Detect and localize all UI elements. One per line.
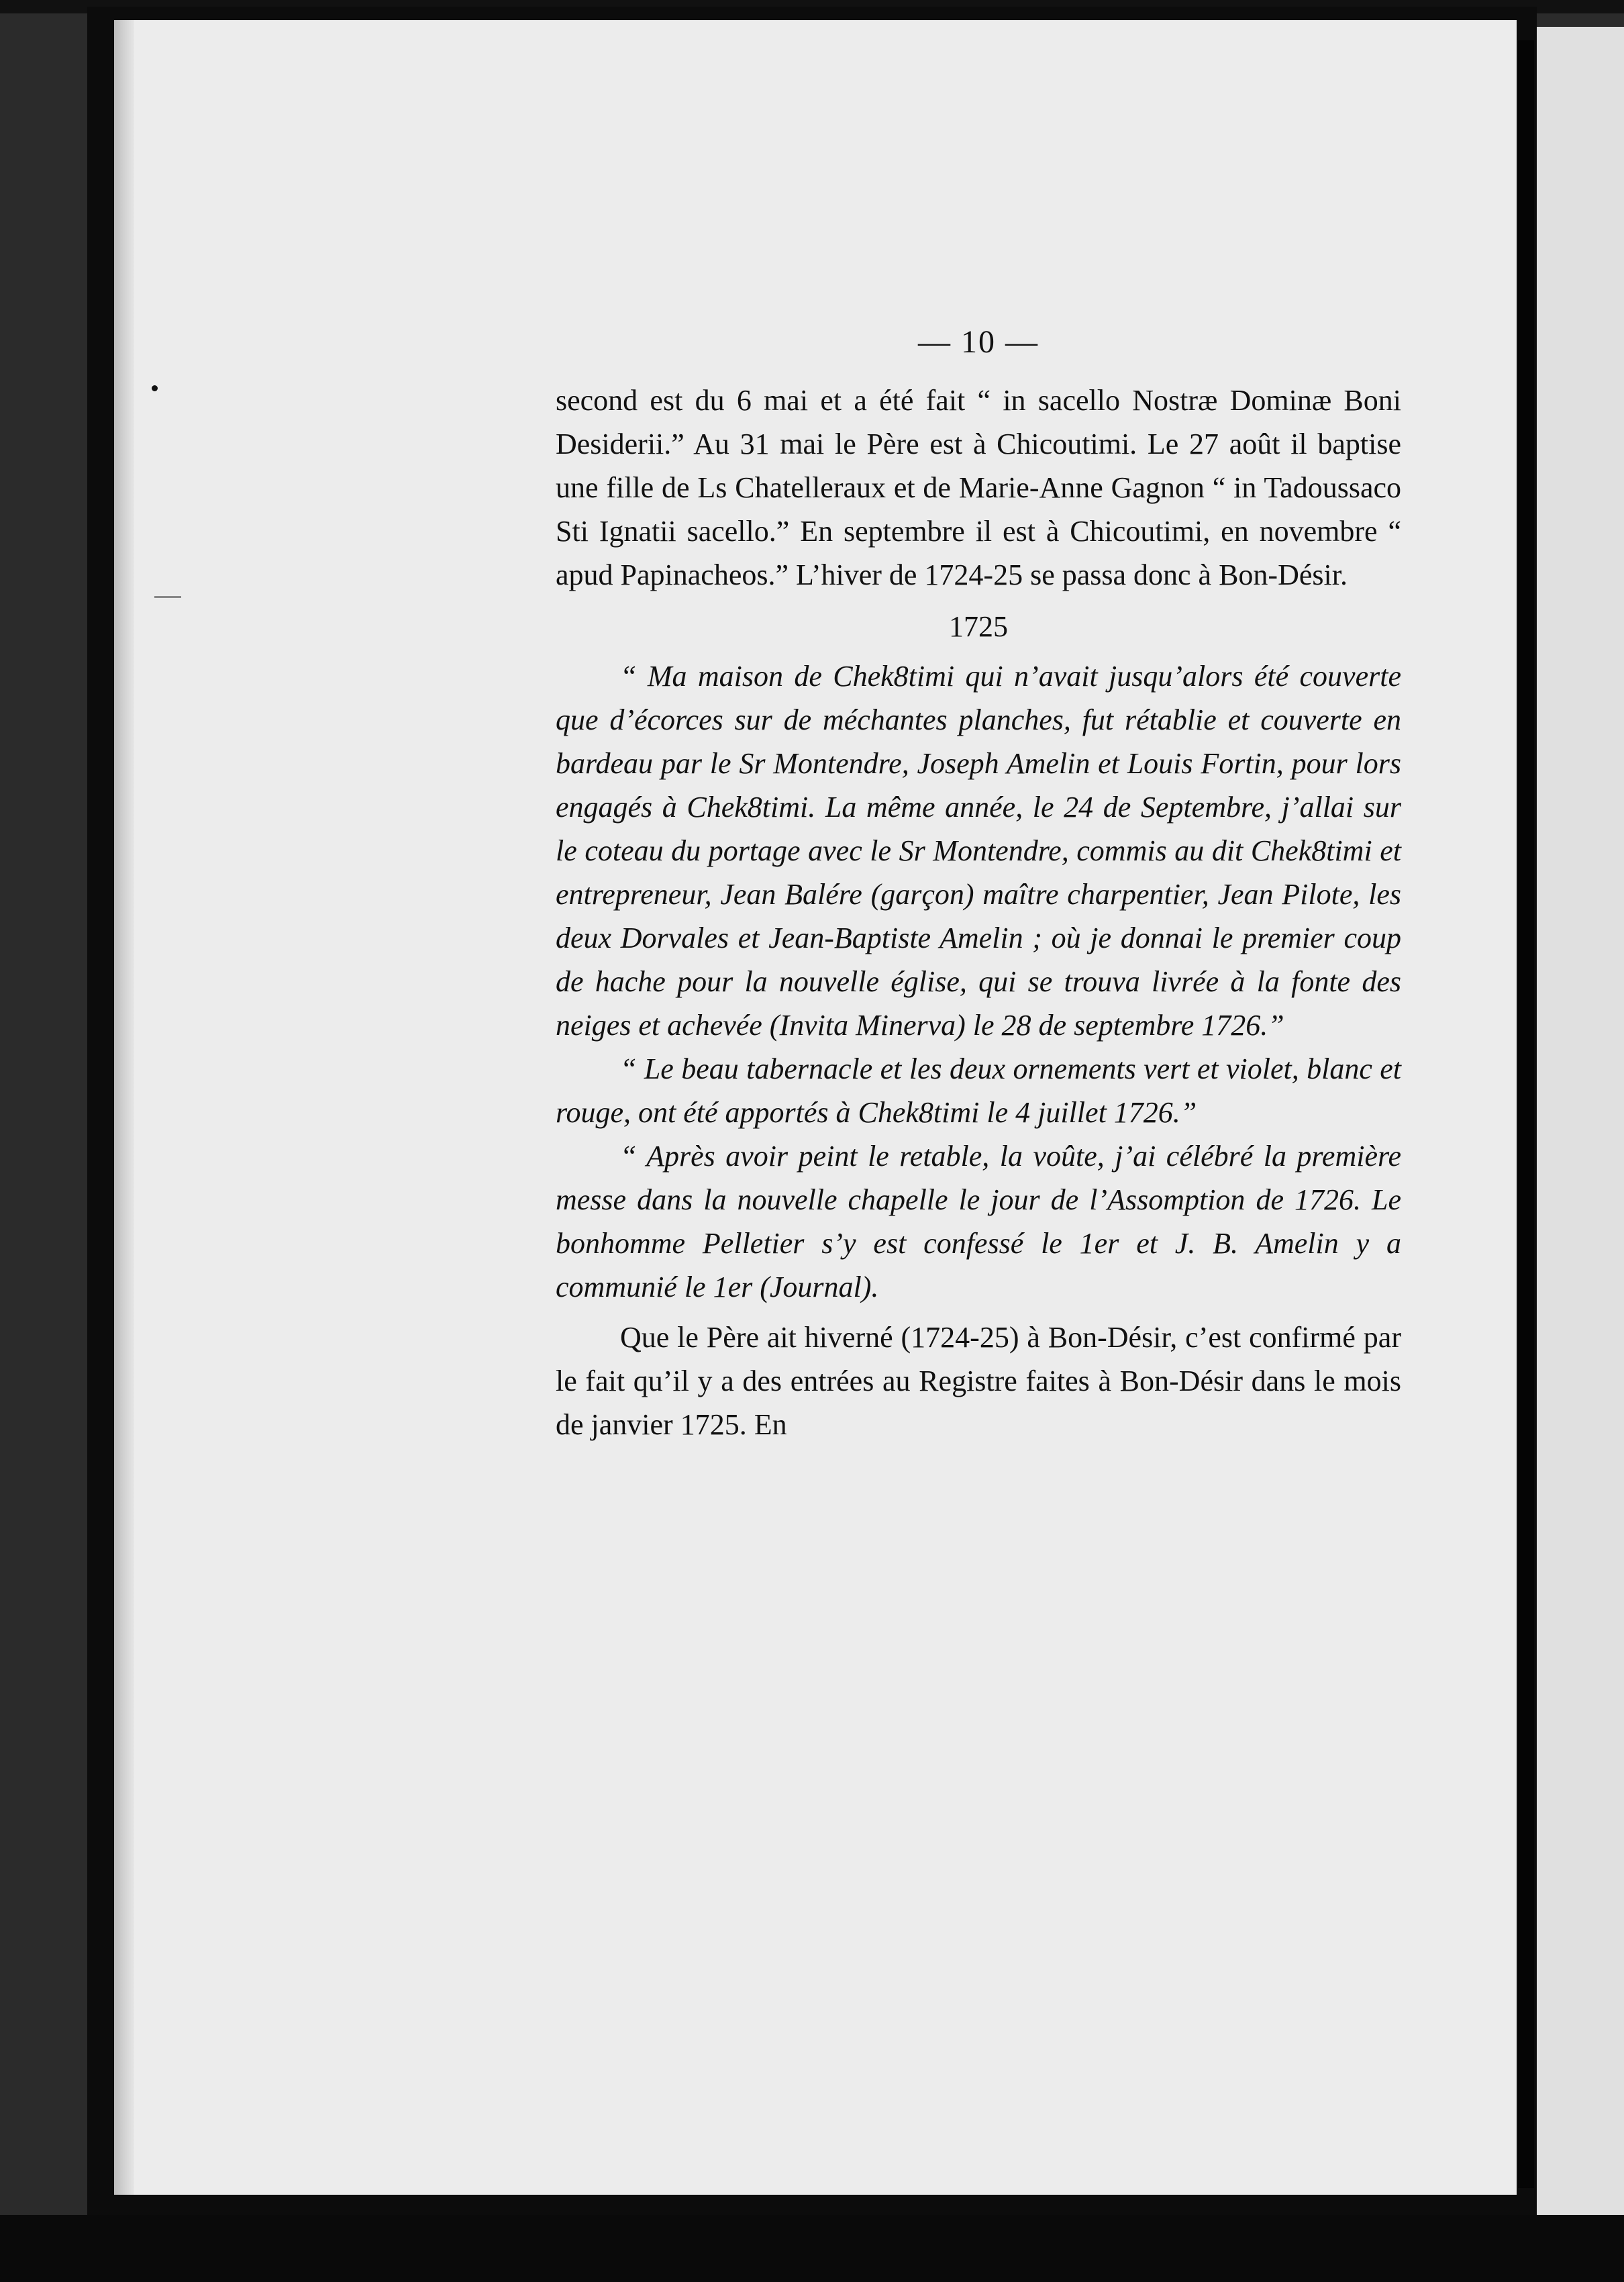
page-gutter: [114, 20, 134, 2195]
page-edge-shadow: [1518, 40, 1534, 2188]
closing-paragraph: Que le Père ait hiverné (1724-25) à Bon-Désir, c’est confirmé par le fait qu’il y a des entrées au Registre faites à Bon-Désir dans le mois de janvier 1725. En: [556, 1321, 1401, 1441]
page-text: [556, 315, 1401, 1446]
scan-bottom-edge: [0, 2215, 1624, 2282]
quote-paragraph: “ Après avoir peint le retable, la voûte, j’ai célébré la première messe dans la nouvelle chapelle le jour de l’Assomption de 1726. Le bonhomme Pelletier s’y est confessé le 1er et J. B. Amelin y a communié le 1er (Journal).: [556, 1140, 1401, 1303]
adjacent-page: [1537, 27, 1624, 2228]
quote-paragraph: “ Le beau tabernacle et les deux ornements vert et violet, blanc et rouge, ont été apportés à Chek8timi le 4 juillet 1726.”: [556, 1052, 1401, 1129]
quote-paragraph: “ Ma maison de Chek8timi qui n’avait jusqu’alors été couverte que d’écorces sur de méchantes planches, fut rétablie et couverte en bardeau par le Sr Montendre, Joseph Amelin et Louis Fortin, pour lors engagés à Chek8timi. La même année, le 24 de Septembre, j’allai sur le coteau du portage avec le Sr Montendre, commis au dit Chek8timi et entrepreneur, Jean Balére (garçon) maître charpentier, Jean Pilote, les deux Dorvales et Jean-Baptiste Amelin ; où je donnai le premier coup de hache pour la nouvelle église, qui se trouva livrée à la fonte des neiges et achevée (Invita Minerva) le 28 de septembre 1726.”: [556, 660, 1401, 1042]
journal-quotes: [556, 654, 1401, 1309]
opening-paragraph: second est du 6 mai et a été fait “ in sacello Nostræ Dominæ Boni Desiderii.” Au 31 mai le Père est à Chicoutimi. Le 27 août il baptise une fille de Ls Chatelleraux et de Marie-Anne Gagnon “ in Tadoussaco Sti Ignatii sacello.” En septembre il est à Chicoutimi, en novembre “ apud Papinacheos.” L’hiver de 1724-25 se passa donc à Bon-Désir.: [556, 384, 1401, 591]
margin-mark: [152, 385, 158, 391]
page-number: — 10 —: [918, 324, 1039, 360]
margin-tick: [154, 596, 181, 598]
year-heading: 1725: [949, 610, 1008, 643]
